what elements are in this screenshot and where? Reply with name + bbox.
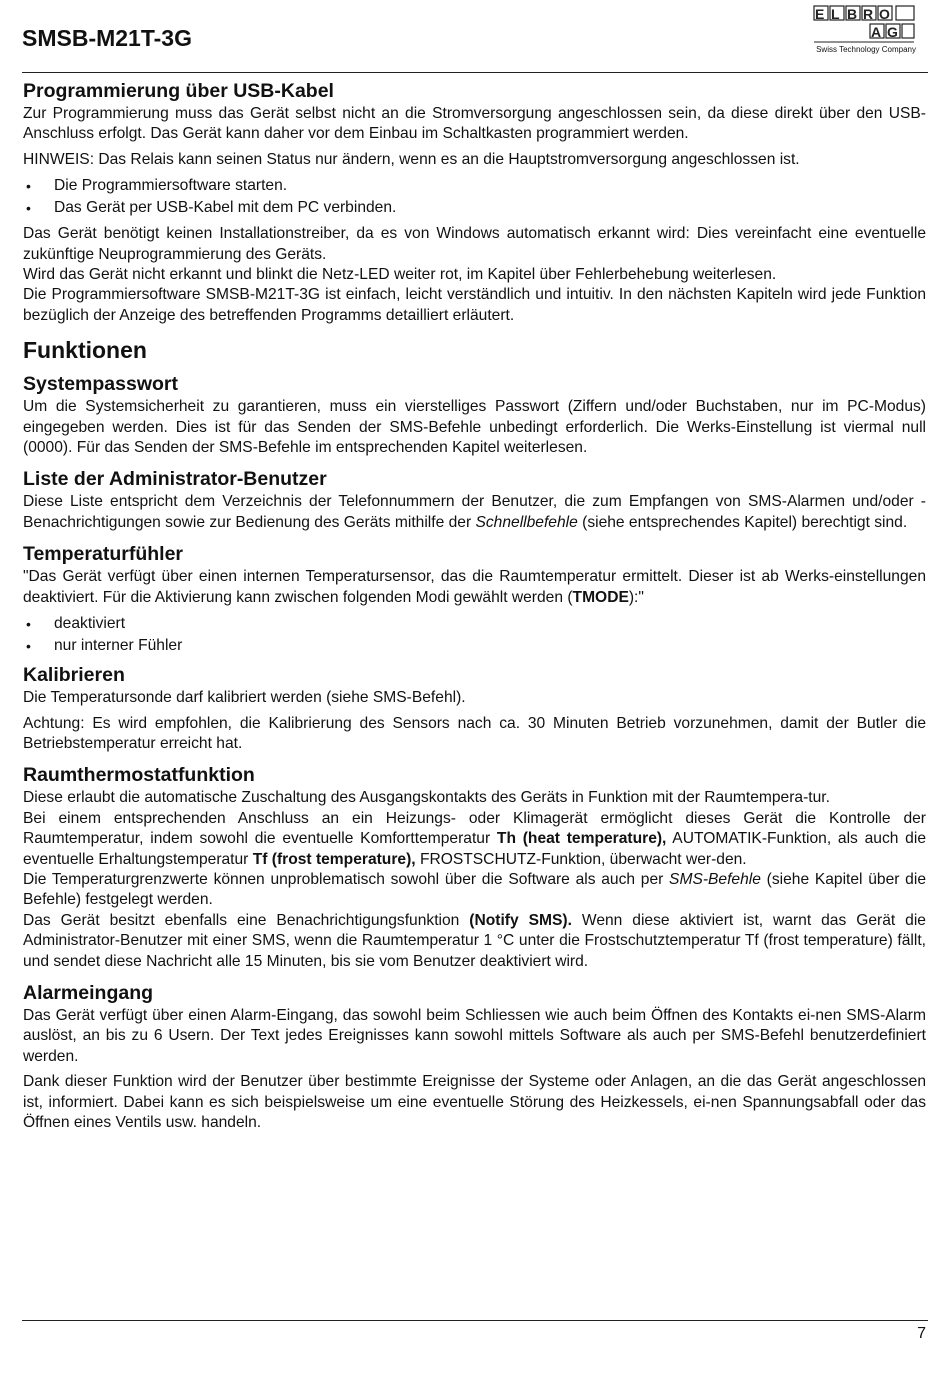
svg-text:O: O	[879, 6, 890, 22]
heading-raumthermostat: Raumthermostatfunktion	[23, 764, 255, 787]
thermo-paragraph-2	[23, 809, 926, 870]
thermo-paragraph-3	[23, 870, 926, 911]
thermo-text-notify: (Notify SMS).	[469, 911, 572, 929]
heading-temperaturfuehler: Temperaturfühler	[23, 543, 183, 566]
header-divider	[22, 72, 928, 73]
usb-note: HINWEIS: Das Relais kann seinen Status nur ändern, wenn es an die Hauptstromversorgung angeschlossen ist.	[23, 150, 800, 168]
svg-text:E: E	[815, 6, 825, 22]
admin-text-em: Schnellbefehle	[475, 513, 578, 531]
list-item: • deaktiviert	[23, 613, 926, 635]
heading-admin-users: Liste der Administrator-Benutzer	[23, 468, 327, 491]
heading-systempasswort: Systempasswort	[23, 373, 178, 396]
temp-text-a: "Das Gerät verfügt über einen internen Temperatursensor, das die Raumtemperatur ermittelt. Dieser ist ab Werks-einstellungen deaktiviert. Für die Aktivierung kann zwischen folgenden Modi gewählt werden (	[23, 568, 926, 606]
usb-paragraph-1: Zur Programmierung muss das Gerät selbst nicht an die Stromversorgung angeschlossen sein, da diese direkt über den USB-Anschluss erfolgt. Das Gerät kann daher vor dem Einbau im Schaltkasten programmiert werden.	[23, 105, 926, 143]
admin-text-b: (siehe entsprechendes Kapitel) berechtigt sind.	[577, 513, 908, 531]
thermo-text-a: Bei einem entsprechenden Anschluss an ein Heizungs- oder Klimagerät ermöglicht dieses Gerät die Kontrolle der Raumtemperatur, indem sowohl die eventuelle Komforttemperatur	[23, 809, 926, 848]
usb-steps-list	[23, 175, 926, 219]
thermo-text-c: AUTOMATIK-Funktion, als auch die eventuelle Erhaltungstemperatur	[23, 830, 926, 868]
thermo-text-p4a: Das Gerät besitzt ebenfalls eine Benachrichtigungsfunktion	[23, 911, 470, 929]
thermo-text-p4c: Wenn diese aktiviert ist, warnt das Gerät die Administrator-Benutzer mit einer SMS, wenn die Raumtemperatur 1 °C unter die Frostschutztemperatur Tf (frost temperature) fällt, und sendet diese Nachricht alle 15 Minuten, bis sie vom Benutzer deaktiviert wird.	[23, 911, 926, 970]
heading-funktionen: Funktionen	[23, 337, 147, 364]
heading-alarmeingang: Alarmeingang	[23, 981, 154, 1004]
document-title: SMSB-M21T-3G	[22, 25, 192, 51]
passwort-paragraph: Um die Systemsicherheit zu garantieren, muss ein vierstelliges Passwort (Ziffern und/oder Buchstaben, nur im PC-Modus) eingegeben werden. Dies ist für das Senden der SMS-Befehle unbedingt erforderlich. Die Werks-Einstellung ist viermal null (0000). Für das Senden der SMS-Befehle im entsprechenden Kapitel weiterlesen.	[23, 398, 926, 457]
usb-paragraph-4: Wird das Gerät nicht erkannt und blinkt die Netz-LED weiter rot, im Kapitel über Fehlerbehebung weiterlesen.	[23, 266, 777, 284]
footer-divider	[22, 1320, 928, 1321]
thermo-text-th: Th (heat temperature),	[496, 830, 667, 848]
list-item: • Die Programmiersoftware starten.	[23, 175, 926, 197]
thermo-text-e: FROSTSCHUTZ-Funktion, überwacht wer-den.	[415, 850, 747, 868]
svg-text:G: G	[887, 24, 898, 40]
usb-paragraph-5: Die Programmiersoftware SMSB-M21T-3G ist einfach, leicht verständlich und intuitiv. In den nächsten Kapiteln wird jede Funktion bezüglich der Anzeige des betreffenden Programms detailliert erläutert.	[23, 286, 926, 324]
page-header	[22, 0, 922, 74]
svg-text:B: B	[847, 6, 858, 22]
svg-text:R: R	[863, 6, 874, 22]
thermo-text-p3a: Die Temperaturgrenzwerte können unproblematisch sowohl über die Software als auch per	[23, 870, 670, 888]
temp-paragraph	[23, 567, 926, 608]
thermo-paragraph-1: Diese erlaubt die automatische Zuschaltung des Ausgangskontakts des Geräts in Funktion mit der Raumtempera-tur.	[23, 789, 830, 807]
list-item: • Das Gerät per USB-Kabel mit dem PC verbinden.	[23, 197, 926, 219]
kalib-paragraph-1: Die Temperatursonde darf kalibriert werden (siehe SMS-Befehl).	[23, 689, 466, 707]
temp-text-bold: TMODE	[572, 588, 629, 606]
page-number: 7	[917, 1325, 926, 1342]
alarm-paragraph-1: Das Gerät verfügt über einen Alarm-Eingang, das sowohl beim Schliessen wie auch beim Öffnen des Kontakts ei-nen SMS-Alarm auslöst, an bis zu 6 Usern. Der Text jedes Ereignisses kann sowohl mittels Software als auch per SMS-Befehl benutzerdefiniert werden.	[23, 1006, 926, 1065]
temp-modes-list	[23, 613, 926, 657]
alarm-paragraph-2: Dank dieser Funktion wird der Benutzer über bestimmte Ereignisse der Systeme oder Anlagen, an die das Gerät angeschlossen ist, informiert. Dabei kann es sich beispielsweise um eine eventuelle Störung des Heizkessels, ei-nen Spannungsabfall oder das Öffnen eines Ventils usw. handeln.	[23, 1073, 926, 1131]
temp-text-c: ):"	[628, 588, 644, 606]
kalib-paragraph-2: Achtung: Es wird empfohlen, die Kalibrierung des Sensors nach ca. 30 Minuten Betrieb vorzunehmen, damit der Butler die Betriebstemperatur erreicht hat.	[23, 714, 926, 752]
admin-text-a: Diese Liste entspricht dem Verzeichnis der Telefonnummern der Benutzer, die zum Empfangen von SMS-Alarmen und/oder -Benachrichtigungen sowie zur Bedienung des Geräts mithilfe der	[23, 493, 926, 531]
document-body	[23, 78, 926, 1133]
logo-tagline: Swiss Technology Company	[816, 45, 916, 54]
thermo-text-tf: Tf (frost temperature),	[252, 850, 416, 868]
list-item: • nur interner Fühler	[23, 635, 926, 657]
thermo-text-p3b: (siehe Kapitel über die Befehle) festgelegt werden.	[23, 870, 926, 909]
thermo-text-p3em: SMS-Befehle	[669, 870, 761, 888]
heading-kalibrieren: Kalibrieren	[23, 664, 125, 687]
admin-paragraph	[23, 492, 926, 533]
heading-usb-programming: Programmierung über USB-Kabel	[23, 80, 334, 102]
thermo-paragraph-4	[23, 911, 926, 972]
svg-text:L: L	[831, 6, 840, 22]
usb-paragraph-3: Das Gerät benötigt keinen Installationstreiber, da es von Windows automatisch erkannt wird: Dies vereinfacht eine eventuelle zukünftige Neuprogrammierung des Geräts.	[23, 225, 926, 263]
svg-text:A: A	[871, 24, 882, 40]
